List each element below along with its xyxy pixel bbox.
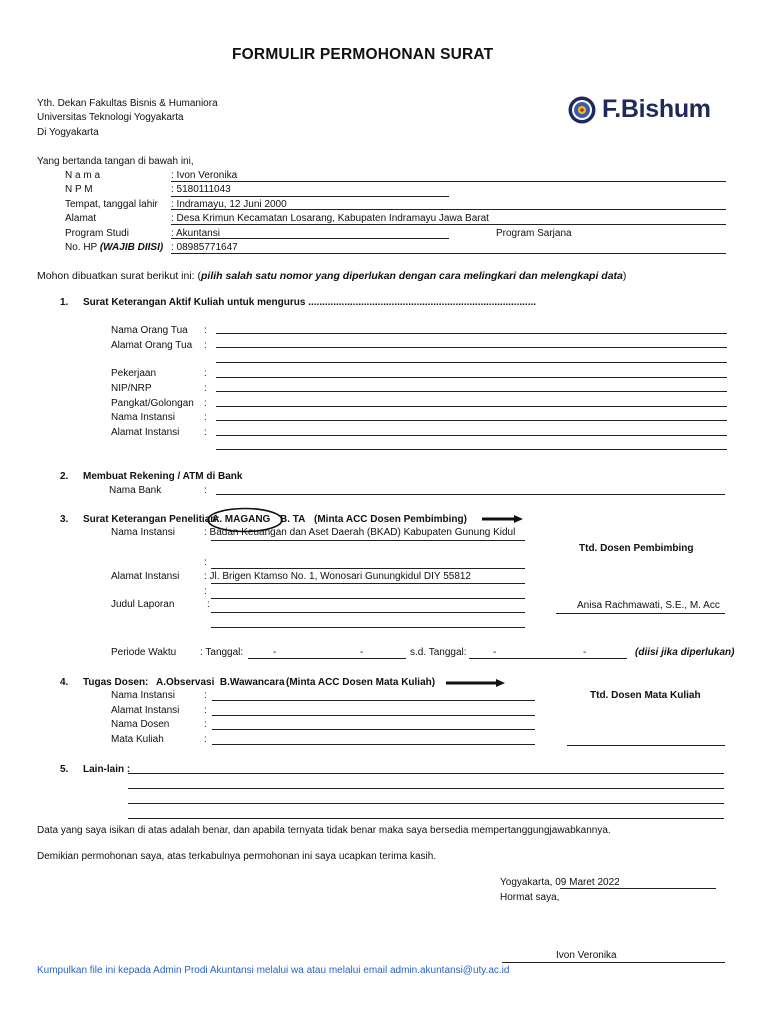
request-close: ) [622, 270, 627, 282]
s3-alamat-line [211, 598, 525, 599]
hp-required-note: (WAJIB DIISI) [99, 242, 164, 253]
closing-text: Hormat saya, [500, 892, 560, 903]
dash: - [273, 647, 277, 658]
s1-field-label: Nama Orang Tua [111, 325, 188, 336]
colon: : [204, 734, 207, 745]
s4-options: A.Observasi B.Wawancara [156, 677, 285, 688]
s1-number: 1. [60, 297, 69, 308]
colon: : [204, 690, 207, 701]
colon: : [204, 325, 207, 336]
faculty-logo [567, 94, 737, 126]
hp-label-text: No. HP [65, 242, 98, 253]
s3-alamat-value: : Jl. Brigen Ktamso No. 1, Wonosari Gunungkidul DIY 55812 [204, 571, 471, 582]
s1-title: Surat Keterangan Aktif Kuliah untuk mengurus .................................................................................. [83, 297, 537, 308]
dash: - [493, 647, 497, 658]
prodi-value: : Akuntansi [171, 228, 220, 239]
nama-underline [171, 181, 726, 182]
s3-sd-line [469, 658, 627, 659]
hp-underline [171, 253, 726, 254]
s1-field-line [216, 449, 727, 450]
s3-tanggal-line [248, 658, 406, 659]
s3-dosen-name: Anisa Rachmawati, S.E., M. Acc [577, 600, 720, 611]
s3-instansi-line [211, 540, 525, 541]
dash: - [583, 647, 587, 658]
s5-line [128, 803, 724, 804]
s3-title: Surat Keterangan Penelitian: [83, 514, 220, 525]
colon: : [204, 412, 207, 423]
s3-judul-label: Judul Laporan [111, 599, 175, 610]
s4-field-label: Nama Instansi [111, 690, 175, 701]
s1-field-label: NIP/NRP [111, 383, 152, 394]
s2-title: Membuat Rekening / ATM di Bank [83, 471, 243, 482]
prodi-underline [171, 238, 449, 239]
colon: : [204, 340, 207, 351]
s4-ttd-label: Ttd. Dosen Mata Kuliah [590, 690, 701, 701]
s3-ttd-label: Ttd. Dosen Pembimbing [579, 543, 694, 554]
s1-field-line [216, 362, 727, 363]
recipient-line-2: Universitas Teknologi Yogyakarta [37, 112, 184, 123]
request-note: pilih salah satu nomor yang diperlukan dengan cara melingkari dan melengkapi data [201, 270, 623, 282]
alamat-label: Alamat [65, 213, 97, 224]
s3-note: (Minta ACC Dosen Pembimbing) [314, 514, 467, 525]
s4-field-line [212, 700, 535, 701]
s1-field-label: Alamat Instansi [111, 427, 180, 438]
hp-label [65, 243, 163, 253]
s3-instansi-value: : Badan Keuangan dan Aset Daerah (BKAD) Kabupaten Gunung Kidul [204, 527, 516, 538]
statement-truth: Data yang saya isikan di atas adalah benar, dan apabila ternyata tidak benar maka saya bersedia mempertanggungjawabkannya. [37, 825, 611, 836]
s5-title: Lain-lain : [83, 764, 131, 775]
statement-closing: Demikian permohonan saya, atas terkabulnya permohonan ini saya ucapkan terima kasih. [37, 851, 437, 862]
s1-field-line [216, 435, 727, 436]
submission-footnote: Kumpulkan file ini kepada Admin Prodi Akuntansi melalui wa atau melalui email admin.akuntansi@uty.ac.id [37, 965, 510, 976]
npm-label: N P M [65, 184, 93, 195]
s4-field-label: Nama Dosen [111, 719, 170, 730]
colon: : [204, 383, 207, 394]
s3-periode-label: Periode Waktu [111, 647, 177, 658]
s1-field-line [216, 377, 727, 378]
s1-field-label: Nama Instansi [111, 412, 175, 423]
s1-field-line [216, 333, 727, 334]
s4-field-line [212, 744, 535, 745]
s3-number: 3. [60, 514, 69, 525]
s3-instansi-line [211, 568, 525, 569]
s1-field-label: Pekerjaan [111, 368, 157, 379]
program-value: Program Sarjana [496, 228, 572, 239]
s5-number: 5. [60, 764, 69, 775]
s3-tanggal-label: : Tanggal: [200, 647, 244, 658]
colon: : [204, 427, 207, 438]
s4-field-label: Mata Kuliah [111, 734, 164, 745]
dash: - [360, 647, 364, 658]
s4-field-label: Alamat Instansi [111, 705, 180, 716]
colon: : [204, 368, 207, 379]
s1-field-label: Alamat Orang Tua [111, 340, 193, 351]
colon: : [204, 398, 207, 409]
s3-instansi-label: Nama Instansi [111, 527, 175, 538]
request-instruction [37, 271, 626, 282]
intro-text: Yang bertanda tangan di bawah ini, [37, 156, 194, 167]
s2-bank-line [216, 494, 725, 495]
s3-sd-label: s.d. Tanggal: [410, 647, 467, 658]
arrow-right-icon [482, 514, 524, 524]
signer-name: Ivon Veronika [556, 950, 617, 961]
place-date: Yogyakarta, 09 Maret 2022 [500, 877, 620, 888]
colon: : [204, 705, 207, 716]
s4-title: Tugas Dosen: [83, 677, 149, 688]
request-text: Mohon dibuatkan surat berikut ini: ( [37, 270, 202, 282]
s1-field-line [216, 391, 727, 392]
prodi-label: Program Studi [65, 228, 129, 239]
recipient-line-1: Yth. Dekan Fakultas Bisnis & Humaniora [37, 98, 218, 109]
date-underline [560, 888, 716, 889]
s4-note: (Minta ACC Dosen Mata Kuliah) [286, 677, 436, 688]
alamat-underline [171, 224, 726, 225]
arrow-right-icon [446, 678, 506, 688]
s1-field-line [216, 420, 727, 421]
s3-periode-note: (diisi jika diperlukan) [635, 647, 735, 658]
npm-value: : 5180111043 [171, 184, 231, 195]
colon: : [207, 599, 210, 610]
nama-value: : Ivon Veronika [171, 170, 238, 181]
s5-line [128, 773, 724, 774]
s4-field-line [212, 715, 535, 716]
recipient-line-3: Di Yogyakarta [37, 127, 99, 138]
hp-value: : 08985771647 [171, 242, 238, 253]
s2-bank-label: Nama Bank [109, 485, 162, 496]
s1-field-line [216, 406, 727, 407]
ttl-label: Tempat, tanggal lahir [65, 199, 158, 210]
npm-underline [171, 196, 449, 197]
logo-wordmark: F.Bishum [602, 95, 711, 123]
nama-label: N a m a [65, 170, 101, 181]
s4-field-line [212, 729, 535, 730]
s3-signature-line [556, 613, 725, 614]
s3-alamat-line [211, 583, 525, 584]
s1-field-label: Pangkat/Golongan [111, 398, 194, 409]
s2-number: 2. [60, 471, 69, 482]
university-seal-icon [567, 95, 597, 125]
ttl-underline [171, 209, 726, 210]
s4-signature-line [567, 745, 725, 746]
alamat-value: : Desa Krimun Kecamatan Losarang, Kabupaten Indramayu Jawa Barat [171, 213, 489, 224]
signer-line [502, 962, 725, 963]
form-title: FORMULIR PERMOHONAN SURAT [232, 46, 494, 63]
s3-option-magang: A. MAGANG [212, 514, 271, 525]
colon: : [204, 586, 207, 597]
s3-judul-line [211, 627, 525, 628]
colon: : [204, 557, 207, 568]
colon: : [204, 719, 207, 730]
s5-line [128, 788, 724, 789]
s3-alamat-label: Alamat Instansi [111, 571, 180, 582]
ttl-value: : Indramayu, 12 Juni 2000 [171, 199, 287, 210]
s3-option-ta: B. TA [280, 514, 306, 525]
colon: : [204, 485, 207, 496]
s4-number: 4. [60, 677, 69, 688]
s5-line [128, 818, 724, 819]
s3-judul-line [211, 612, 525, 613]
s1-field-line [216, 347, 727, 348]
